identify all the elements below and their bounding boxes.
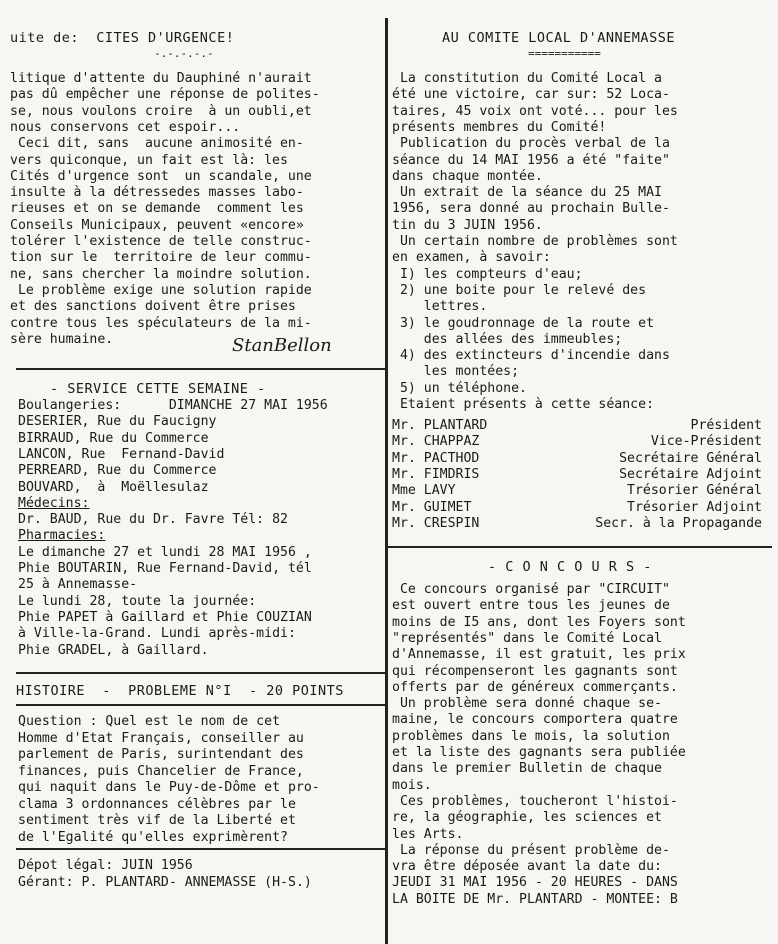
comite-line: séance du 14 MAI 1956 a été "faite": [392, 152, 670, 168]
concours-line: re, la géographie, les sciences et: [392, 810, 662, 826]
cites-title: uite de: CITES D'URGENCE!: [10, 30, 235, 46]
cites-line: Le problème exige une solution rapide: [10, 282, 312, 298]
cites-line: contre tous les spéculateurs de la mi-: [10, 315, 312, 331]
service-line: Dr. BAUD, Rue du Dr. Favre Tél: 82: [18, 512, 288, 528]
histoire-line: Homme d'Etat Français, conseiller au: [18, 730, 304, 746]
divider-service-histoire: [16, 672, 385, 674]
service-line: DESERIER, Rue du Faucigny: [18, 414, 217, 430]
cites-line: tolérer l'existence de telle construc-: [10, 234, 312, 249]
histoire-line: Question : Quel est le nom de cet: [18, 714, 281, 729]
cites-line: pas dû empêcher une réponse de polites-: [10, 87, 320, 103]
histoire-line: sentiment très vif de la Liberté et: [18, 813, 296, 828]
member-role: Trésorier Général: [627, 483, 762, 499]
service-line: Phie PAPET à Gaillard et Phie COUZIAN: [18, 609, 312, 625]
divider-histoire-question: [16, 704, 385, 706]
concours-line: La réponse du présent problème de-: [392, 842, 670, 858]
service-line: Médecins:: [18, 495, 90, 511]
cites-line: ne, sans chercher la moindre solution.: [10, 266, 312, 282]
comite-line: Etaient présents à cette séance:: [392, 397, 655, 412]
concours-line: "représentés" dans le Comité Local: [392, 630, 662, 646]
concours-title: - C O N C O U R S -: [488, 559, 652, 575]
comite-line: dans chaque montée.: [392, 168, 543, 184]
comite-line: taires, 45 voix ont voté... pour les: [392, 103, 678, 119]
member-role: Président: [690, 418, 762, 433]
service-line: BIRRAUD, Rue du Commerce: [18, 430, 209, 446]
service-line: à Ville-la-Grand. Lundi après-midi:: [18, 626, 296, 642]
concours-line: qui récompenseront les gagnants sont: [392, 663, 678, 679]
concours-line: dans le premier Bulletin de chaque: [392, 761, 662, 777]
concours-line: les Arts.: [392, 826, 464, 842]
service-line: Le lundi 28, toute la journée:: [18, 593, 257, 609]
comite-line: 2) une boite pour le relevé des: [392, 282, 647, 298]
concours-line: est ouvert entre tous les jeunes de: [392, 598, 670, 614]
divider-cites-service: [16, 368, 385, 370]
concours-line: JEUDI 31 MAI 1956 - 20 HEURES - DANS: [392, 875, 678, 891]
cites-line: vers quiconque, un fait est là: les: [10, 152, 288, 168]
cites-line: et des sanctions doivent être prises: [10, 299, 296, 315]
concours-line: vra être déposée avant la date du:: [392, 859, 662, 875]
service-line: Pharmacies:: [18, 528, 106, 544]
comite-line: tin du 3 JUIN 1956.: [392, 217, 543, 233]
cites-line: sère humaine.: [10, 331, 114, 347]
member-name: Mr. PACTHOD: [392, 450, 480, 466]
comite-line: La constitution du Comité Local a: [392, 71, 662, 86]
service-line: BOUVARD, à Moëllesulaz: [18, 479, 209, 495]
concours-line: mois.: [392, 777, 432, 793]
concours-line: d'Annemasse, il est gratuit, les prix: [392, 647, 686, 663]
footer-line: Dépot légal: JUIN 1956: [18, 858, 193, 873]
histoire-line: de l'Egalité qu'elles exprimèrent?: [18, 829, 288, 845]
member-name: Mr. FIMDRIS: [392, 466, 480, 482]
comite-line: en examen, à savoir:: [392, 250, 551, 266]
histoire-line: parlement de Paris, surintendant des: [18, 747, 304, 762]
member-name: Mr. GUIMET: [392, 499, 472, 515]
service-title: - SERVICE CETTE SEMAINE -: [50, 381, 266, 397]
histoire-line: clama 3 ordonnances célèbres par le: [18, 796, 296, 812]
cites-line: se, nous voulons croire à un oubli,et: [10, 103, 312, 119]
comite-line: 3) le goudronnage de la route et: [392, 315, 655, 331]
comite-line: été une victoire, car sur: 52 Loca-: [392, 87, 670, 103]
concours-line: moins de I5 ans, dont les Foyers sont: [392, 614, 686, 630]
cites-line: tion sur le territoire de leur commu-: [10, 250, 312, 266]
comite-line: Un certain nombre de problèmes sont: [392, 234, 678, 249]
footer-line: Gérant: P. PLANTARD- ANNEMASSE (H-S.): [18, 874, 312, 890]
concours-line: et la liste des gagnants sera publiée: [392, 745, 686, 760]
concours-line: maine, le concours comportera quatre: [392, 712, 678, 728]
cites-line: Conseils Municipaux, peuvent «encore»: [10, 217, 304, 233]
concours-line: Un problème sera donné chaque se-: [392, 696, 662, 712]
service-line: Phie GRADEL, à Gaillard.: [18, 642, 209, 658]
service-line: 25 à Annemasse-: [18, 577, 138, 593]
service-line: Phie BOUTARIN, Rue Fernand-David, tél: [18, 561, 312, 576]
member-name: Mr. CHAPPAZ: [392, 434, 480, 450]
cites-line: Ceci dit, sans aucune animosité en-: [10, 136, 304, 152]
cites-line: insulte à la détressedes masses labo-: [10, 185, 304, 201]
comite-line: les montées;: [392, 364, 520, 380]
divider-histoire-footer: [16, 848, 385, 850]
comite-rule: ===========: [528, 47, 601, 60]
concours-line: Ces problèmes, toucheront l'histoi-: [392, 793, 678, 809]
member-role: Secrétaire Général: [619, 450, 762, 466]
member-role: Trésorier Adjoint: [627, 499, 762, 515]
cites-line: Cités d'urgence sont un scandale, une: [10, 168, 312, 184]
comite-line: Un extrait de la séance du 25 MAI: [392, 185, 662, 201]
histoire-line: qui naquit dans le Puy-de-Dôme et pro-: [18, 780, 320, 795]
histoire-line: finances, puis Chancelier de France,: [18, 763, 304, 779]
comite-line: I) les compteurs d'eau;: [392, 266, 583, 282]
member-role: Vice-Président: [650, 434, 762, 450]
cites-line: rieuses et on se demande comment les: [10, 201, 304, 217]
service-line: Boulangeries: DIMANCHE 27 MAI 1956: [18, 398, 328, 413]
concours-line: Ce concours organisé par "CIRCUIT": [392, 582, 670, 597]
comite-line: 4) des extincteurs d'incendie dans: [392, 348, 670, 364]
comite-line: 5) un téléphone.: [392, 380, 527, 396]
concours-line: offerts par de généreux commerçants.: [392, 679, 678, 695]
comite-line: 1956, sera donné au prochain Bulle-: [392, 201, 670, 217]
column-divider: [385, 18, 388, 944]
histoire-title: HISTOIRE - PROBLEME N°I - 20 POINTS: [16, 683, 344, 699]
service-line: LANCON, Rue Fernand-David: [18, 446, 225, 462]
comite-line: Publication du procès verbal de la: [392, 136, 670, 152]
cites-line: nous conservons cet espoir...: [10, 119, 241, 135]
comite-line: présents membres du Comité!: [392, 119, 607, 135]
comite-line: des allées des immeubles;: [392, 331, 623, 347]
member-name: Mr. PLANTARD: [392, 418, 488, 433]
signature: StanBellon: [232, 335, 332, 356]
member-role: Secrétaire Adjoint: [619, 466, 762, 482]
member-name: Mme LAVY: [392, 483, 456, 499]
cites-ornament: -.-.-.-.-: [154, 47, 214, 60]
service-line: PERREARD, Rue du Commerce: [18, 463, 217, 479]
concours-line: problèmes dans le mois, la solution: [392, 728, 670, 744]
member-role: Secr. à la Propagande: [595, 515, 762, 531]
cites-line: litique d'attente du Dauphiné n'aurait: [10, 71, 312, 86]
service-line: Le dimanche 27 et lundi 28 MAI 1956 ,: [18, 544, 312, 560]
comite-title: AU COMITE LOCAL D'ANNEMASSE: [442, 30, 675, 46]
comite-line: lettres.: [392, 299, 488, 315]
member-name: Mr. CRESPIN: [392, 515, 480, 531]
divider-comite-concours: [388, 546, 772, 548]
concours-line: LA BOITE DE Mr. PLANTARD - MONTEE: B: [392, 891, 678, 907]
